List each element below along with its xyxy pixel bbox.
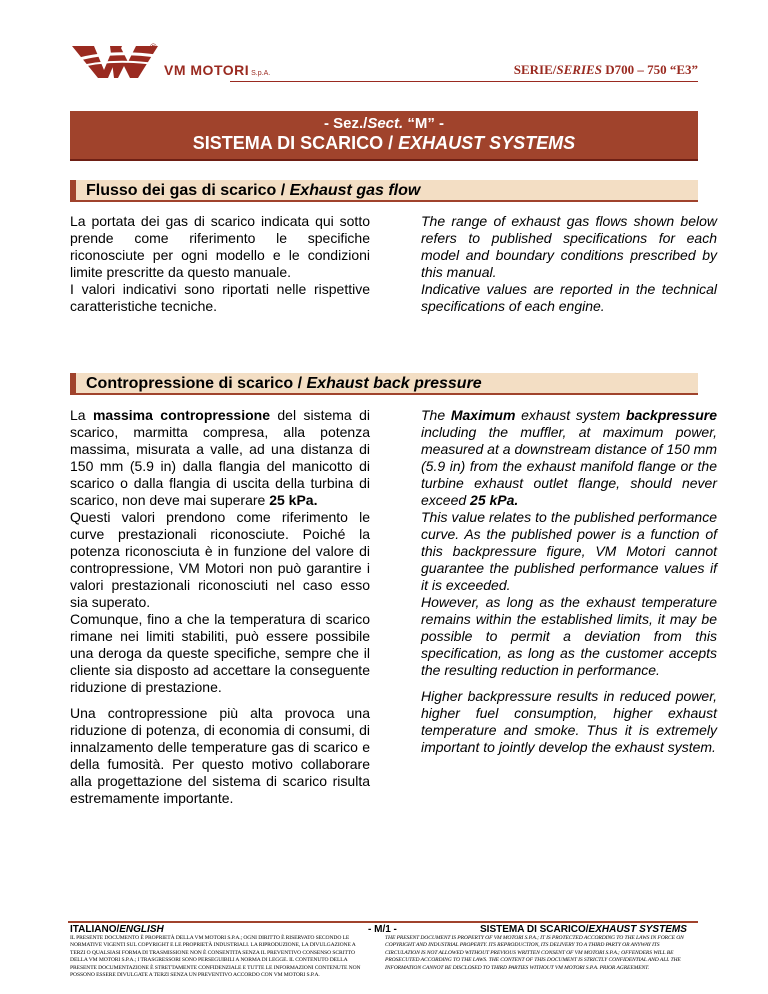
bp-para-en-4: Higher backpressure results in reduced power, higher fuel consumption, higher exhaust temperature and smoke. Thus it is extremely important to jointly develop the exhaust system. (421, 688, 717, 755)
title-en: EXHAUST SYSTEMS (398, 133, 576, 153)
page-header (70, 40, 698, 82)
header-divider (230, 81, 698, 82)
footer-lang-en: ENGLISH (119, 924, 164, 935)
section-code (70, 115, 698, 132)
flow-para-en-2: Indicative values are reported in the technical specifications of each engine. (421, 281, 717, 314)
flow-text-it (70, 213, 370, 315)
flow-para-it-2: I valori indicativi sono riportati nelle rispettive caratteristiche tecniche. (70, 281, 370, 314)
legal-notice-en: THE PRESENT DOCUMENT IS PROPERTY OF VM MOTORI S.P.A.; IT IS PROTECTED ACCORDING TO THE LAWS IN FORCE ON COPYRIGHT AND INDUSTRIAL PROPERTY. ITS REPRODUCTION, ITS DELIVERY TO A THIRD PARTY OR ANYWAY ITS CIRCULATION IS NOT ALLOWED WITHOUT PREVIOUS WRITTEN CONSENT OF VM MOTORI S.P.A.; OFFENDERS WILL BE PROSECUTED ACCORDING TO THE LAWS. THE CONTENT OF THIS DOCUMENT IS STRICTLY CONFIDENTIAL AND ALL THE INFORMATION CANNOT BE DISCLOSED TO THIRD PARTIES WITHOUT VM MOTORI S.P.A. PRIOR AGREEMENT. (385, 935, 684, 971)
flow-text-en (421, 213, 717, 315)
heading-exhaust-back-pressure (70, 373, 698, 395)
bp-para-en-3: However, as long as the exhaust temperature remains within the established limits, it may be possible to permit a deviation from this specification, as long as the customer accepts the resulting reduction in performance. (421, 594, 717, 678)
backpressure-text-en (421, 407, 717, 756)
bp-it-a1: La (70, 407, 93, 423)
bp-en-a1: The (421, 407, 451, 423)
bp-para-it-1 (70, 407, 370, 509)
sect-suffix: “M” - (403, 115, 445, 132)
legal-notice-it: IL PRESENTE DOCUMENTO È PROPRIETÀ DELLA VM MOTORI S.P.A.; OGNI DIRITTO È RISERVATO SECONDO LE NORMATIVE VIGENTI SUL COPYRIGHT E LE PROPRIETÀ INDUSTRIALI. LA RIPRODUZIONE, LA DIVULGAZIONE A TERZI O QUALSIASI FORMA DI TRASMISSIONE NON È CONSENTITA SENZA IL PREVENTIVO CONSENSO SCRITTO DELLA VM MOTORI S.P.A.; I TRASGRESSORI SONO PERSEGUIBILI A NORMA DI LEGGE. IL CONTENUTO DELLA PRESENTE DOCUMENTAZIONE È STRETTAMENTE CONFIDENZIALE E TUTTE LE INFORMAZIONI CONTENUTE NON POSSONO ESSERE DIVULGATE A TERZI SENZA UN PREVENTIVO ACCORDO CON VM MOTORI S.P.A. (70, 935, 361, 979)
bp-para-en-1 (421, 407, 717, 509)
bp-en-bold2: backpressure (625, 407, 717, 423)
footer-divider (68, 921, 698, 923)
series-prefix: SERIE/ (513, 62, 557, 77)
sect-prefix: - Sez./ (323, 115, 368, 132)
footer-section-en: EXHAUST SYSTEMS (588, 924, 687, 935)
bp-en-limit: 25 kPa. (470, 492, 519, 508)
bp-para-it-2: Questi valori prendono come riferimento le curve prestazionali riconosciute. Poiché la potenza riconosciuta è in funzione del valore di contropressione, VM Motori non può garantire i valori prestazionali riconosciuti nel caso esso sia superato. (70, 509, 370, 610)
series-label (514, 62, 698, 78)
heading-exhaust-gas-flow (70, 180, 698, 202)
brand-name (164, 62, 270, 78)
footer-section-it: SISTEMA DI SCARICO/ (480, 924, 589, 935)
vm-logo-icon (70, 40, 160, 82)
brand-text: VM MOTORI (164, 62, 250, 78)
page-title (70, 133, 698, 154)
heading1-en: Exhaust gas flow (289, 182, 421, 199)
registered-mark: ® (150, 42, 157, 52)
flow-para-it-1: La portata dei gas di scarico indicata qui sotto prende come riferimento le specifiche riconosciute per ogni modello e le condizioni limite prescritte da questo manuale. (70, 213, 370, 280)
bp-en-a3: including the muffler, at maximum power, measured at a downstream distance of 150 mm (5.9 in) from the exhaust manifold flange or the turbine exhaust outlet flange, should never exceed (421, 424, 717, 508)
flow-para-en-1: The range of exhaust gas flows shown below refers to published specifications for each model and boundary conditions prescribed by this manual. (421, 213, 717, 280)
bp-en-bold1: Maximum (450, 407, 516, 423)
sect-italic: Sect. (367, 115, 404, 132)
series-suffix: D700 – 750 “E3” (601, 62, 698, 77)
bp-it-bold: massima contropressione (92, 407, 270, 423)
heading1-it: Flusso dei gas di scarico / (86, 182, 290, 199)
footer-lang-it: ITALIANO/ (70, 924, 120, 935)
bp-para-en-2: This value relates to the published performance curve. As the published power is a function of this backpressure figure, VM Motori cannot guarantee the published performance values if it is exceeded. (421, 509, 717, 593)
series-italic: SERIES (556, 62, 602, 77)
brand-suffix: S.p.A. (251, 70, 271, 77)
bp-it-a2: del sistema di scarico, marmitta compresa, alla potenza massima, misurata a valle, ad una distanza di 150 mm (5.9 in) dalla flangia del manicotto di scarico o dalla flangia di uscita della turbina di scarico, non deve mai superare (70, 407, 371, 508)
bp-en-a2: exhaust system (515, 407, 626, 423)
bp-it-limit: 25 kPa. (269, 492, 318, 508)
heading2-it: Contropressione di scarico / (86, 375, 307, 392)
footer-section (480, 924, 687, 935)
backpressure-text-it (70, 407, 370, 807)
title-it: SISTEMA DI SCARICO / (192, 133, 399, 153)
footer-language (70, 924, 164, 935)
bp-para-it-3: Comunque, fino a che la temperatura di scarico rimane nei limiti stabiliti, può essere possibile una deroga da queste specifiche, sempre che il cliente sia disposto ad accettare la conseguente riduzione di prestazione. (70, 611, 370, 695)
heading2-en: Exhaust back pressure (306, 375, 482, 392)
page-number: - M/1 - (368, 924, 397, 935)
bp-para-it-4: Una contropressione più alta provoca una riduzione di potenza, di economia di consumi, di innalzamento delle temperature gas di scarico e della fumosità. Per questo motivo collaborare alla progettazione del sistema di scarico risulta estremamente importante. (70, 705, 370, 806)
section-title-band (70, 111, 698, 161)
